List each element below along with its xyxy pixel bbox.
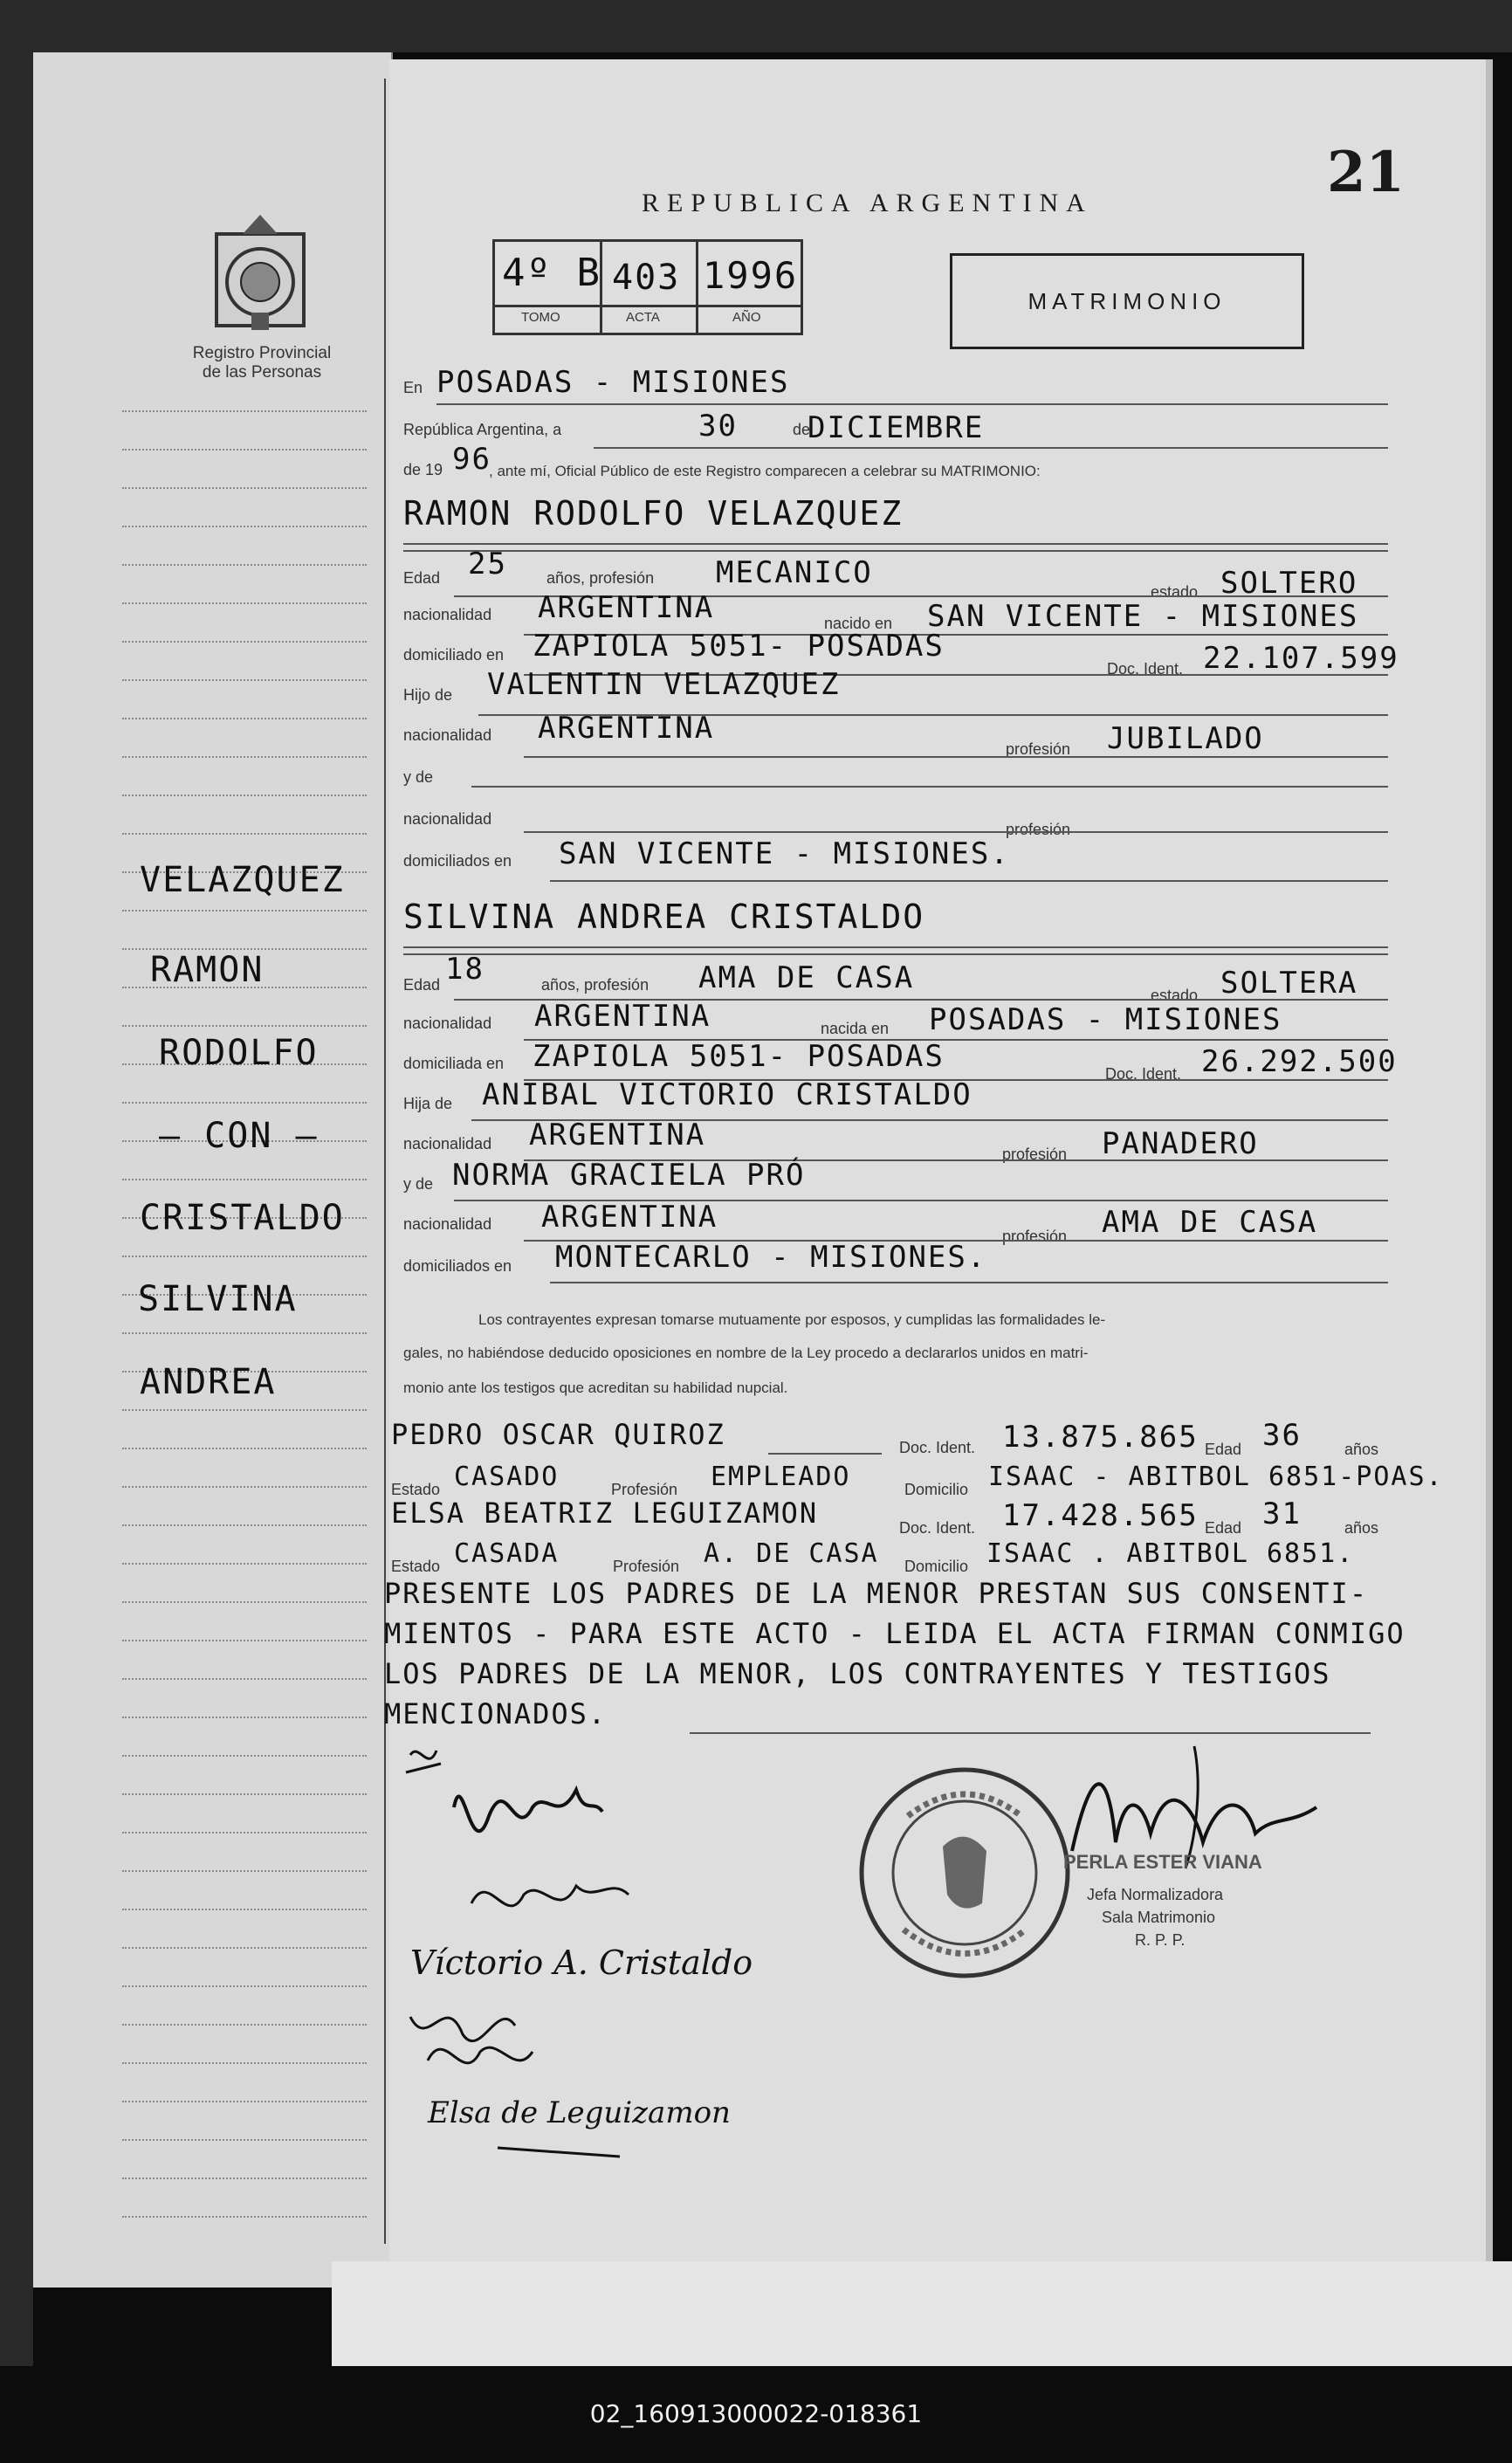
officer-title3: R. P. P.: [1135, 1931, 1186, 1949]
note-end-line: [690, 1732, 1371, 1734]
dotted-rule: [122, 1755, 367, 1757]
anio-label: AÑO: [732, 310, 761, 325]
dotted-rule: [122, 1985, 367, 1987]
bride-edad-label: Edad: [403, 976, 441, 994]
groom-mother-nat-line: [524, 831, 1388, 833]
acta-type-box: [950, 253, 1304, 349]
witness2-address: ISAAC . ABITBOL 6851.: [986, 1538, 1355, 1569]
groom-father-profession: JUBILADO: [1107, 721, 1264, 756]
margin-note-surname2: CRISTALDO: [140, 1198, 345, 1238]
dotted-rule: [122, 1832, 367, 1833]
note-line-2: MIENTOS - PARA ESTE ACTO - LEIDA EL ACTA FIRMAN CONMIGO: [384, 1617, 1405, 1650]
dotted-rule: [122, 1909, 367, 1910]
tomo-label: TOMO: [521, 310, 560, 325]
witness1-estado-label: Estado: [391, 1481, 441, 1498]
witness1-name: PEDRO OSCAR QUIROZ: [391, 1418, 725, 1451]
record-id-box: [492, 239, 803, 335]
groom-profession: MECANICO: [716, 555, 873, 590]
bride-estado-label: estado: [1151, 987, 1199, 1004]
dotted-rule: [122, 833, 367, 835]
anio-value: 1996: [703, 254, 799, 297]
image-caption: 02_160913000022-018361: [589, 2399, 923, 2428]
bride-parents-dom-label: domiciliados en: [403, 1257, 512, 1275]
bride-mother-nat-label: nacionalidad: [403, 1215, 492, 1233]
groom-name-line2: [403, 550, 1388, 552]
dotted-rule: [122, 2024, 367, 2026]
margin-note-name1: RAMON: [150, 950, 265, 990]
dotted-rule: [122, 1870, 367, 1872]
dotted-rule: [122, 1563, 367, 1565]
place-value: POSADAS - MISIONES: [436, 365, 790, 400]
groom-mother-prof-label: profesión: [1006, 821, 1071, 838]
bride-mother-profession: AMA DE CASA: [1102, 1205, 1318, 1240]
bride-nationality: ARGENTINA: [534, 999, 711, 1034]
groom-profesion-label: años, profesión: [546, 569, 655, 587]
dotted-rule: [122, 564, 367, 566]
groom-edad-label: Edad: [403, 569, 441, 587]
witness1-profesion-label: Profesión: [611, 1481, 678, 1498]
dotted-rule: [122, 718, 367, 719]
dotted-rule: [122, 910, 367, 912]
en-label: En: [403, 379, 423, 396]
bride-age: 18: [445, 952, 485, 987]
witness2-profession: A. DE CASA: [704, 1538, 879, 1569]
witness2-estado: CASADA: [454, 1538, 560, 1569]
officer-title1: Jefa Normalizadora: [1087, 1886, 1224, 1903]
bride-doc: 26.292.500: [1201, 1044, 1398, 1079]
tomo-value: 4º B: [502, 251, 601, 295]
groom-parents-line: [550, 880, 1388, 882]
dotted-rule: [122, 602, 367, 604]
witness1-anios-label: años: [1344, 1441, 1379, 1458]
dotted-rule: [122, 487, 367, 489]
witness2-age: 31: [1262, 1496, 1302, 1531]
legal-text-3: monio ante los testigos que acreditan su habilidad nupcial.: [403, 1379, 788, 1396]
bride-father-nationality: ARGENTINA: [529, 1118, 706, 1152]
dotted-rule: [122, 1717, 367, 1718]
dotted-rule: [122, 1025, 367, 1027]
year-prefix: de 19: [403, 461, 443, 478]
bride-hija-label: Hija de: [403, 1095, 453, 1112]
date-line: [594, 447, 1388, 449]
bride-nac-label: nacionalidad: [403, 1015, 492, 1032]
registry-name: [166, 344, 358, 382]
groom-father-nationality: ARGENTINA: [538, 711, 715, 746]
groom-estado: SOLTERO: [1220, 566, 1358, 601]
republica-heading: REPUBLICA ARGENTINA: [642, 189, 1093, 217]
groom-mother-nat-label: nacionalidad: [403, 810, 492, 828]
groom-doc-label: Doc. Ident.: [1107, 660, 1184, 678]
bride-father-prof-label: profesión: [1002, 1146, 1068, 1163]
signature-father: Víctorio A. Cristaldo: [410, 1944, 753, 1982]
bride-profession: AMA DE CASA: [698, 960, 915, 995]
groom-nationality: ARGENTINA: [538, 590, 715, 625]
groom-father-nat-line: [524, 756, 1388, 758]
dotted-rule: [122, 1678, 367, 1680]
groom-father-prof-label: profesión: [1006, 740, 1071, 758]
dotted-rule: [122, 1256, 367, 1257]
de-label: de: [793, 421, 811, 438]
year-suffix: 96: [452, 442, 491, 477]
registry-name-line2: de las Personas: [202, 363, 322, 382]
witness1-edad-label: Edad: [1205, 1441, 1242, 1458]
dotted-rule: [122, 2062, 367, 2064]
witness2-anios-label: años: [1344, 1519, 1379, 1537]
dotted-rule: [122, 449, 367, 451]
witness1-doc-label: Doc. Ident.: [899, 1439, 976, 1456]
dotted-rule: [122, 641, 367, 643]
witness2-name: ELSA BEATRIZ LEGUIZAMON: [391, 1496, 819, 1530]
box-divider: [495, 305, 801, 307]
bride-profesion-label: años, profesión: [541, 976, 649, 994]
margin-note-name4: ANDREA: [140, 1362, 277, 1402]
groom-dom-label: domiciliado en: [403, 646, 505, 664]
dotted-rule: [122, 1448, 367, 1449]
groom-name-line: [403, 543, 1388, 545]
witness1-age: 36: [1262, 1418, 1302, 1453]
dotted-rule: [122, 1640, 367, 1641]
dotted-rule: [122, 1793, 367, 1795]
dotted-rule: [122, 2101, 367, 2102]
dotted-rule: [122, 2216, 367, 2218]
dotted-rule: [122, 1524, 367, 1526]
witness2-doc: 17.428.565: [1002, 1498, 1199, 1533]
bride-father-profession: PANADERO: [1102, 1126, 1259, 1161]
officer-name: PERLA ESTER VIANA: [1063, 1851, 1262, 1873]
dotted-rule: [122, 1486, 367, 1488]
legal-text-2: gales, no habiéndose deducido oposiciones en nombre de la Ley procedo a declararlos unidos en matri-: [403, 1345, 1089, 1361]
officer-title2: Sala Matrimonio: [1102, 1909, 1216, 1926]
bride-name-line2: [403, 953, 1388, 955]
acta-value: 403: [612, 258, 681, 298]
witness2-edad-label: Edad: [1205, 1519, 1242, 1537]
note-line-4: MENCIONADOS.: [384, 1697, 608, 1730]
bride-y-de-label: y de: [403, 1175, 434, 1193]
witness1-doc: 13.875.865: [1002, 1420, 1199, 1455]
groom-doc: 22.107.599: [1203, 641, 1399, 676]
page-number: 21: [1327, 140, 1405, 205]
note-line-1: PRESENTE LOS PADRES DE LA MENOR PRESTAN SUS CONSENTI-: [384, 1577, 1369, 1610]
witness2-estado-label: Estado: [391, 1558, 441, 1575]
bride-born-in: POSADAS - MISIONES: [929, 1002, 1282, 1037]
acta-type: MATRIMONIO: [1027, 287, 1227, 314]
groom-hijo-label: Hijo de: [403, 686, 453, 704]
groom-address: ZAPIOLA 5051- POSADAS: [533, 629, 945, 664]
witness1-estado: CASADO: [454, 1462, 560, 1492]
bride-mother: NORMA GRACIELA PRÓ: [452, 1158, 806, 1193]
groom-name: RAMON RODOLFO VELAZQUEZ: [403, 494, 904, 533]
dotted-rule: [122, 1332, 367, 1334]
acta-label: ACTA: [626, 310, 660, 325]
bride-dom-label: domiciliada en: [403, 1055, 505, 1072]
registry-seal-icon: [199, 208, 321, 339]
left-page: [33, 52, 393, 2288]
bride-parents-line: [550, 1282, 1388, 1283]
bride-address: ZAPIOLA 5051- POSADAS: [533, 1039, 945, 1074]
groom-estado-label: estado: [1151, 583, 1199, 601]
month-value: DICIEMBRE: [808, 410, 985, 445]
dotted-rule: [122, 410, 367, 412]
dotted-rule: [122, 756, 367, 758]
margin-note-name2: RODOLFO: [159, 1033, 319, 1073]
legal-text-1: Los contrayentes expresan tomarse mutuamente por esposos, y cumplidas las formalidades le-: [478, 1311, 1106, 1328]
registry-name-line1: Registro Provincial: [192, 344, 332, 362]
groom-age: 25: [468, 547, 507, 581]
dotted-rule: [122, 795, 367, 796]
dotted-rule: [122, 1409, 367, 1411]
place-line: [436, 403, 1388, 405]
witness2-domicilio-label: Domicilio: [904, 1558, 969, 1575]
bride-parents-address: MONTECARLO - MISIONES.: [555, 1240, 987, 1275]
witness1-domicilio-label: Domicilio: [904, 1481, 969, 1498]
margin-note-con: — CON —: [159, 1116, 319, 1156]
book-spine: [0, 35, 33, 2366]
dotted-rule: [122, 526, 367, 527]
margin-note-name3: SILVINA: [138, 1279, 298, 1319]
witness2-doc-label: Doc. Ident.: [899, 1519, 976, 1537]
margin-note-surname1: VELAZQUEZ: [140, 860, 345, 900]
bride-nacida-label: nacida en: [821, 1020, 890, 1037]
signature-witness: Elsa de Leguizamon: [428, 2095, 731, 2130]
bride-father-nat-label: nacionalidad: [403, 1135, 492, 1152]
box-divider: [696, 242, 698, 333]
note-line-3: LOS PADRES DE LA MENOR, LOS CONTRAYENTES Y TESTIGOS: [384, 1657, 1331, 1690]
groom-parents-address: SAN VICENTE - MISIONES.: [559, 836, 1010, 871]
groom-mother-line: [471, 786, 1388, 788]
groom-y-de-label: y de: [403, 768, 434, 786]
bride-mother-prof-label: profesión: [1002, 1228, 1068, 1245]
background-top: [0, 0, 1512, 52]
left-margin-rule: [384, 79, 386, 2244]
witness1-name-line: [768, 1453, 882, 1455]
bride-estado: SOLTERA: [1220, 966, 1358, 1001]
groom-nacido-label: nacido en: [824, 615, 893, 632]
comparecen-text: , ante mí, Oficial Público de este Registro comparecen a celebrar su MATRIMONIO:: [489, 463, 1041, 479]
dotted-rule: [122, 679, 367, 681]
bride-mother-nationality: ARGENTINA: [541, 1200, 718, 1235]
witness1-profession: EMPLEADO: [711, 1462, 851, 1492]
dotted-rule: [122, 1102, 367, 1104]
bride-doc-label: Doc. Ident.: [1105, 1065, 1182, 1083]
day-value: 30: [698, 409, 738, 444]
dotted-rule: [122, 1601, 367, 1603]
groom-born-in: SAN VICENTE - MISIONES: [927, 599, 1359, 634]
groom-nac-label: nacionalidad: [403, 606, 492, 623]
bride-father: ANIBAL VICTORIO CRISTALDO: [482, 1077, 972, 1112]
dotted-rule: [122, 2139, 367, 2141]
registry-stamp-icon: [856, 1764, 1074, 1982]
bride-name-line: [403, 946, 1388, 948]
bride-name: SILVINA ANDREA CRISTALDO: [403, 898, 925, 936]
dotted-rule: [122, 2177, 367, 2179]
groom-father: VALENTIN VELAZQUEZ: [487, 667, 841, 702]
witness1-address: ISAAC - ABITBOL 6851-POAS.: [988, 1462, 1444, 1492]
republica-label: República Argentina, a: [403, 421, 562, 438]
dotted-rule: [122, 1947, 367, 1949]
groom-parents-dom-label: domiciliados en: [403, 852, 512, 870]
dotted-rule: [122, 1179, 367, 1180]
groom-father-nat-label: nacionalidad: [403, 726, 492, 744]
witness2-profesion-label: Profesión: [613, 1558, 680, 1575]
bottom-strip: [332, 2261, 1512, 2366]
